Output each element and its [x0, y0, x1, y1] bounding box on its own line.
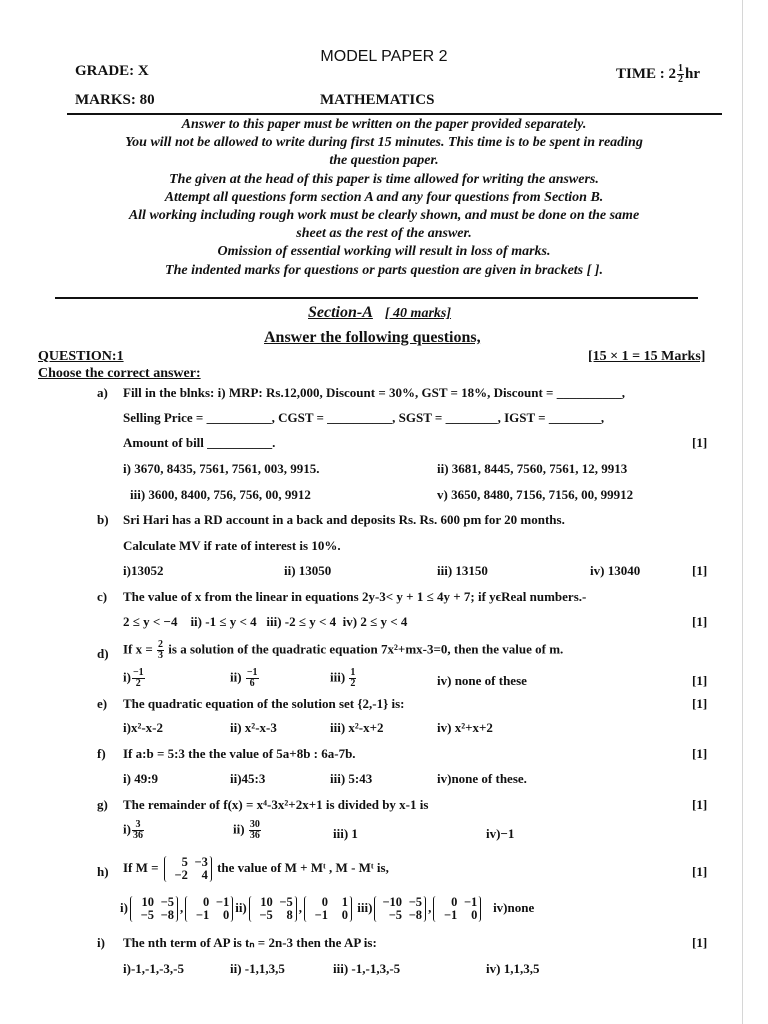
- time-fraction-denominator: 2: [678, 74, 683, 85]
- answer-option: iv) none of these: [437, 673, 527, 688]
- answer-option: iv) 13040: [590, 563, 641, 578]
- matrix-cell: −2: [174, 868, 188, 882]
- matrix-cell: −1: [215, 895, 230, 909]
- question-text: Selling Price = __________, CGST = __________, SGST = ________, IGST = ________,: [123, 410, 605, 425]
- matrix-m: [164, 856, 212, 882]
- question-text-part: If M =: [123, 859, 159, 875]
- option-label: i): [120, 899, 128, 915]
- instruction-line: sheet as the rest of the answer.: [296, 226, 472, 241]
- matrix-cell: 0: [202, 895, 210, 909]
- time-fraction: [677, 64, 684, 85]
- marks-label: MARKS: 80: [75, 92, 155, 108]
- question-text: [123, 640, 563, 661]
- item-marks: [1]: [692, 435, 708, 450]
- fraction: [349, 668, 356, 689]
- fraction: [132, 820, 144, 841]
- time-value: TIME : 2: [616, 65, 676, 82]
- option-label: iii): [330, 669, 346, 685]
- item-letter: c): [97, 589, 108, 604]
- matrix-cell: −1: [195, 908, 210, 922]
- matrix-cell: −5: [279, 895, 293, 909]
- question-text: [123, 856, 389, 882]
- fraction-denominator: 36: [132, 830, 143, 841]
- matrix-cell: −5: [408, 895, 423, 909]
- section-marks: [ 40 marks]: [384, 306, 452, 321]
- question-text: The quadratic equation of the solution set {2,-1} is:: [123, 696, 405, 711]
- question-label: QUESTION:1: [38, 349, 124, 364]
- answer-option: iii) 3600, 8400, 756, 756, 00, 9912: [130, 487, 311, 502]
- section-heading: [308, 304, 451, 322]
- question-text-part: If x =: [123, 641, 153, 657]
- answer-option: i) 3670, 8435, 7561, 7561, 003, 9915.: [123, 461, 320, 476]
- fraction-denominator: 36: [249, 830, 260, 841]
- matrix-cell: −8: [160, 908, 174, 922]
- paper-title: MODEL PAPER 2: [320, 48, 448, 65]
- matrix-cell: 10: [260, 895, 273, 909]
- question-text: Fill in the blnks: i) MRP: Rs.12,000, Discount = 30%, GST = 18%, Discount = __________,: [123, 385, 625, 400]
- matrix-cell: −3: [194, 855, 208, 869]
- time-fraction-numerator: 1: [678, 63, 683, 74]
- fraction-numerator: 30: [249, 819, 260, 830]
- matrix-option: [130, 896, 178, 922]
- fraction-denominator: 2: [350, 678, 356, 689]
- answer-options: 2 ≤ y < −4 ii) -1 ≤ y < 4 iii) -2 ≤ y < 4 iv) 2 ≤ y < 4: [123, 614, 408, 629]
- item-letter: a): [97, 385, 108, 400]
- question-text: The nth term of AP is tₙ = 2n-3 then the AP is:: [123, 935, 377, 950]
- item-marks: [1]: [692, 797, 708, 812]
- matrix-cell: 8: [286, 908, 293, 922]
- answer-option: iii) 13150: [437, 563, 488, 578]
- item-marks: [1]: [692, 673, 708, 688]
- answer-option: v) 3650, 8480, 7156, 7156, 00, 99912: [437, 487, 634, 502]
- fraction: [249, 820, 261, 841]
- question-text: Calculate MV if rate of interest is 10%.: [123, 538, 341, 553]
- answer-option: iii) x²-x+2: [330, 720, 384, 735]
- instruction-line: All working including rough work must be clearly shown, and must be done on the same: [128, 208, 640, 223]
- matrix-option: [185, 896, 233, 922]
- separator: ,: [428, 899, 432, 915]
- answer-option: [123, 668, 146, 689]
- matrix-cell: −1: [314, 908, 329, 922]
- instruction-line: The given at the head of this paper is time allowed for writing the answers.: [169, 172, 599, 187]
- instruction-line: Omission of essential working will result in loss of marks.: [217, 244, 551, 259]
- answer-option: [330, 668, 357, 689]
- matrix-option: [374, 896, 426, 922]
- instruction-line: Answer to this paper must be written on the paper provided separately.: [181, 117, 587, 132]
- answer-option: iv) 1,1,3,5: [486, 961, 540, 976]
- matrix-option: [304, 896, 352, 922]
- fraction: [246, 668, 259, 689]
- question-text: Sri Hari has a RD account in a back and deposits Rs. Rs. 600 pm for 20 months.: [123, 512, 565, 527]
- option-label: iv)none: [493, 899, 535, 915]
- instruction-line: Attempt all questions form section A and any four questions from Section B.: [164, 190, 604, 205]
- matrix-cell: −1: [463, 895, 478, 909]
- option-label: iii): [357, 899, 373, 915]
- answer-option: [123, 820, 145, 841]
- matrix-option: [433, 896, 481, 922]
- question-text-part: is a solution of the quadratic equation 7x²+mx-3=0, then the value of m.: [168, 641, 564, 657]
- item-letter: g): [97, 797, 108, 812]
- question-text: The remainder of f(x) = x⁴-3x²+2x+1 is divided by x-1 is: [123, 797, 429, 812]
- question-text: Amount of bill __________.: [123, 435, 276, 450]
- matrix-cell: −8: [408, 908, 423, 922]
- fraction-numerator: 2: [158, 639, 164, 650]
- question-marks: [15 × 1 = 15 Marks]: [588, 349, 706, 364]
- grade-label: GRADE: X: [75, 63, 149, 79]
- answer-option: i)x²-x-2: [123, 720, 163, 735]
- answer-option: i) 49:9: [123, 771, 159, 786]
- item-letter: d): [97, 646, 109, 661]
- answer-option: ii) -1,1,3,5: [230, 961, 285, 976]
- item-letter: e): [97, 696, 108, 711]
- answer-option: iv)none of these.: [437, 771, 527, 786]
- matrix-cell: 0: [341, 908, 349, 922]
- answer-option: i)-1,-1,-3,-5: [123, 961, 185, 976]
- fraction-denominator: 2: [135, 678, 141, 689]
- answer-option: iii) -1,-1,3,-5: [333, 961, 401, 976]
- matrix-cell: 10: [141, 895, 154, 909]
- question-text: The value of x from the linear in equations 2y-3< y + 1 ≤ 4y + 7; if yϵReal numbers.-: [123, 589, 587, 604]
- matrix-cell: −5: [388, 908, 403, 922]
- option-label: ii): [235, 899, 247, 915]
- instructions-rule: [55, 297, 698, 299]
- option-label: ii): [233, 821, 245, 837]
- matrix-cell: −1: [443, 908, 458, 922]
- option-label: i): [123, 821, 131, 837]
- item-letter: f): [97, 746, 106, 761]
- option-label: ii): [230, 669, 242, 685]
- matrix-option: [249, 896, 297, 922]
- matrix-cell: −5: [140, 908, 154, 922]
- answer-option: iii) 5:43: [330, 771, 373, 786]
- answer-option: iv)−1: [486, 826, 515, 841]
- item-marks: [1]: [692, 696, 708, 711]
- time-unit: hr: [685, 65, 700, 82]
- fraction-denominator: 6: [249, 678, 255, 689]
- answer-option: [233, 820, 262, 841]
- item-marks: [1]: [692, 614, 708, 629]
- item-marks: [1]: [692, 935, 708, 950]
- answer-option: ii) 13050: [284, 563, 332, 578]
- item-marks: [1]: [692, 864, 708, 879]
- matrix-cell: 5: [181, 855, 188, 869]
- matrix-cell: −5: [259, 908, 273, 922]
- header-rule: [67, 113, 722, 115]
- matrix-cell: 0: [451, 895, 458, 909]
- matrix-cell: 1: [341, 895, 349, 909]
- section-subtitle: Answer the following questions,: [264, 329, 481, 346]
- item-letter: h): [97, 864, 109, 879]
- matrix-cell: 4: [201, 868, 208, 882]
- matrix-cell: 0: [222, 908, 230, 922]
- question-text-part: the value of M + Mᵗ , M - Mᵗ is,: [217, 859, 389, 875]
- instruction-line: The indented marks for questions or parts question are given in brackets [ ].: [165, 263, 603, 278]
- item-letter: i): [97, 935, 105, 950]
- matrix-cell: −10: [382, 895, 403, 909]
- fraction: [157, 640, 164, 661]
- answer-option: i)13052: [123, 563, 164, 578]
- fraction-numerator: −1: [132, 667, 144, 678]
- fraction-numerator: −1: [246, 667, 258, 678]
- matrix-cell: 0: [321, 895, 329, 909]
- matrix-cell: −5: [160, 895, 174, 909]
- answer-option: ii)45:3: [230, 771, 266, 786]
- separator: ,: [179, 899, 184, 915]
- question-instruction: Choose the correct answer:: [38, 366, 201, 381]
- answer-option: ii) x²-x-3: [230, 720, 277, 735]
- option-label: i): [123, 669, 131, 685]
- answer-option: iii) 1: [333, 826, 358, 841]
- instruction-line: You will not be allowed to write during first 15 minutes. This time is to be spent in reading: [125, 135, 643, 150]
- fraction-denominator: 3: [158, 650, 164, 661]
- section-title: Section-A: [308, 304, 373, 321]
- time-label: [616, 64, 700, 85]
- answer-option: [230, 668, 260, 689]
- subject-title: MATHEMATICS: [320, 92, 435, 108]
- question-text: If a:b = 5:3 the the value of 5a+8b : 6a-7b.: [123, 746, 356, 761]
- item-marks: [1]: [692, 746, 708, 761]
- answer-options-matrices: [120, 896, 534, 922]
- fraction-numerator: 3: [132, 820, 144, 831]
- fraction: [132, 668, 145, 689]
- separator: ,: [298, 899, 303, 915]
- item-letter: b): [97, 512, 109, 527]
- answer-option: iv) x²+x+2: [437, 720, 493, 735]
- fraction-numerator: 1: [350, 667, 356, 678]
- instruction-line: the question paper.: [329, 153, 439, 168]
- matrix-cell: 0: [471, 908, 478, 922]
- answer-option: ii) 3681, 8445, 7560, 7561, 12, 9913: [437, 461, 628, 476]
- item-marks: [1]: [692, 563, 708, 578]
